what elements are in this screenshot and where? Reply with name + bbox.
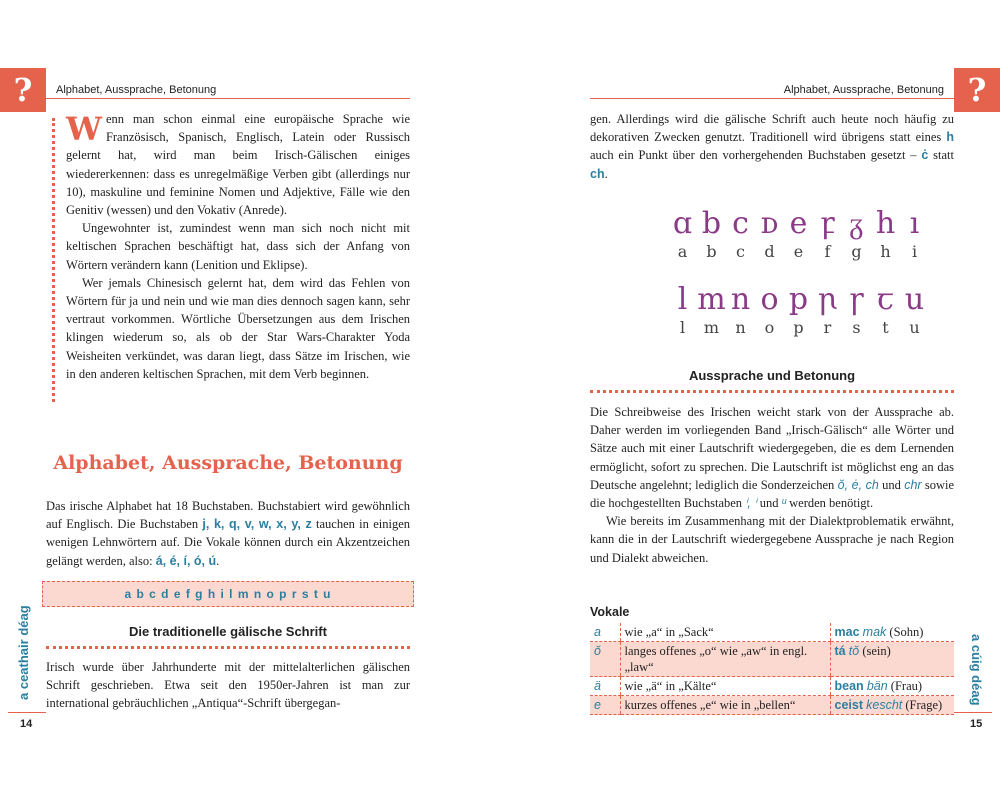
latin-letter: h (880, 242, 891, 261)
vowel-example (830, 696, 954, 715)
accent-vowels: á, é, í, ó, ú (155, 553, 217, 568)
footer-rule (954, 712, 992, 713)
gaelic-letter: n (730, 282, 751, 317)
pronunciation-text (590, 403, 954, 567)
auss-paragraph-2: Wie bereits im Zusammenhang mit der Dialektproblematik erwähnt, kann die in der Lautschrift wiedergegebene Aussprache je nach Region und Dialekt abweichen. (590, 514, 954, 565)
latin-letter: c (736, 242, 745, 261)
vowel-description: wie „ä“ in „Kälte“ (620, 677, 830, 696)
latin-letter: b (706, 242, 717, 261)
vowel-example (830, 642, 954, 677)
vowels-table (590, 623, 954, 715)
cont-text-2: auch ein Punkt über den vorhergehenden Buchstaben gesetzt – (590, 148, 922, 163)
example-pronunciation: mak (862, 625, 887, 639)
latin-letter: s (852, 318, 861, 337)
alphabet-text-2: tauchen in einigen wenigen Lehnwörtern auf. Die Vokale können durch ein Akzentzeichen gelängt werden, also: (46, 517, 410, 568)
auss-text-3: sowie die hochgestellten Buchstaben (590, 477, 955, 511)
gaelic-letter: ꞇ (877, 282, 894, 317)
cont-text-4: . (604, 166, 608, 181)
gaelic-letter: c (732, 206, 749, 241)
dotted-rule (590, 390, 954, 393)
gaelic-letter: ᴅ (760, 206, 779, 241)
vowel-symbol: ŏ (590, 642, 620, 677)
cont-text-3: statt (928, 148, 954, 163)
latin-letter: i (911, 242, 918, 261)
gaelic-letter: ᵹ (849, 206, 864, 241)
latin-letter: f (824, 242, 831, 261)
gaelic-letter: ꝼ (820, 206, 835, 241)
running-head-left: Alphabet, Aussprache, Betonung (56, 84, 217, 96)
latin-letter: n (735, 318, 746, 337)
example-gloss: (Frau) (887, 679, 923, 693)
example-pronunciation: kescht (866, 698, 903, 712)
continued-text (590, 110, 954, 183)
latin-row-2 (668, 318, 929, 337)
vowel-symbol: e (590, 696, 620, 715)
latin-row-1 (668, 242, 929, 261)
table-row (590, 642, 954, 677)
table-row (590, 677, 954, 696)
latin-letter: e (793, 242, 804, 261)
side-page-label: a ceathair déag (16, 605, 31, 700)
latin-letter: a (677, 242, 688, 261)
letters-ch: ch (590, 166, 605, 181)
intro-text (66, 110, 410, 383)
auss-text-5: werden benötigt. (786, 496, 874, 511)
auss-text-4: und (756, 496, 782, 511)
running-head-right: Alphabet, Aussprache, Betonung (783, 84, 944, 96)
latin-letter: d (764, 242, 775, 261)
vowel-example (830, 677, 954, 696)
latin-letter: r (823, 318, 832, 337)
vowels-heading: Vokale (590, 605, 630, 619)
page-number: 15 (970, 718, 983, 730)
special-chars-3: ⁱ, ⁱ (745, 496, 757, 511)
pronunciation-heading: Aussprache und Betonung (688, 368, 856, 383)
cont-text-1: gen. Allerdings wird die gälische Schrift auch heute noch häufig zu dekorativen Zwecken genutzt. Traditionell wird übrigens statt eines (590, 112, 954, 145)
alphabet-text-1: Das irische Alphabet hat 18 Buchstaben. Buchstabiert wird gewöhnlich auf Englisch. Die Buchstaben (46, 499, 410, 532)
gaelic-letter: p (788, 282, 809, 317)
latin-letter: m (703, 318, 720, 337)
example-word: bean (834, 679, 864, 693)
gaelic-letter: b (701, 206, 722, 241)
gaelic-script-row-1 (668, 206, 929, 241)
vowel-description: wie „a“ in „Sack“ (620, 623, 830, 642)
vowel-description: kurzes offenes „e“ wie in „bellen“ (620, 696, 830, 715)
header-rule (590, 98, 954, 99)
section-heading: Alphabet, Aussprache, Betonung (53, 452, 403, 474)
gaelic-letter: ı (909, 206, 920, 241)
footer-rule (8, 712, 46, 713)
example-gloss: (Frage) (902, 698, 943, 712)
latin-letter: l (679, 318, 686, 337)
gaelic-letter: ꞃ (817, 282, 838, 317)
table-row (590, 623, 954, 642)
auss-text-1: Die Schreibweise des Irischen weicht stark von der Aussprache ab. Daher werden im vorliegenden Band „Irisch-Gälisch“ alle Wörter und Sätze auch mit einer Lautschrift wiedergegeben, die es dem Lernenden ermöglicht, sofort zu sprechen. Die Lautschrift ist möglichst eng an das Deutsche angelehnt; lediglich die Sonderzeichen (590, 405, 954, 492)
example-pronunciation: tŏ (848, 644, 860, 658)
page-number: 14 (20, 718, 33, 730)
loan-letters: j, k, q, v, w, x, y, z (202, 517, 312, 532)
example-pronunciation: bän (866, 679, 888, 693)
latin-letter: p (793, 318, 804, 337)
vowel-symbol: ä (590, 677, 620, 696)
latin-letter: t (882, 318, 889, 337)
example-word: mac (834, 625, 860, 639)
traditional-script-heading: Die traditionelle gälische Schrift (129, 624, 327, 639)
vowel-symbol: a (590, 623, 620, 642)
intro-paragraph-1: enn man schon einmal eine europäische Sprache wie Französisch, Spanisch, Englisch, Latein oder Russisch gelernt hat, wird man beim Irisch-Gälischen einiges wiedererkennen: dass es unregelmäßige Verben gibt (allerdings nur 10), maskuline und feminine Nomen und Adjektive, Fälle wie den Genitiv (wessen) und den Vokativ (Anrede). (66, 112, 410, 218)
dotted-margin-rule (52, 118, 55, 402)
example-word: ceist (834, 698, 863, 712)
latin-letter: u (909, 318, 920, 337)
table-row (590, 696, 954, 715)
question-mark-icon: ? (954, 68, 1000, 112)
special-chars-1: ŏ, ė, ch (837, 477, 879, 492)
latin-letter: g (851, 242, 862, 261)
vowel-example (830, 623, 954, 642)
special-chars-2: chr (904, 477, 922, 492)
auss-text-2: und (878, 477, 905, 492)
intro-paragraph-3: Wer jemals Chinesisch gelernt hat, dem wird das Fehlen von Wörtern für ja und nein und wie man dies dennoch sagen kann, sehr vertraut vorkommen. Wörtliche Übersetzungen aus dem Irischen klingen wiederum so, als ob der Star Wars-Charakter Yoda Weisheiten verkündet, was daran liegt, dass Sätze im Irischen, wie in den anderen keltischen Sprachen, mit dem Verb beginnen. (66, 275, 410, 381)
gaelic-letter: o (760, 282, 779, 317)
example-word: tá (834, 644, 846, 658)
traditional-script-paragraph: Irisch wurde über Jahrhunderte mit der mittelalterlichen gälischen Schrift geschrieben. Etwa seit den 1950er-Jahren ist man zur international gebräuchlichen „Antiqua“-Schrift übergegan- (46, 660, 410, 711)
intro-paragraph-2: Ungewohnter ist, zumindest wenn man sich noch nicht mit keltischen Sprachen beschäftigt hat, dass sich der Anfang von Wörtern verändern kann (Lenition und Eklipse). (66, 221, 410, 272)
gaelic-letter: e (789, 206, 808, 241)
gaelic-letter: l (677, 282, 688, 317)
alphabet-box: a b c d e f g h i l m n o p r s t u (42, 581, 414, 607)
gaelic-letter: m (697, 282, 726, 317)
example-gloss: (sein) (859, 644, 891, 658)
special-chars-4: ᵘ (781, 496, 787, 511)
gaelic-letter: ɑ (672, 206, 693, 241)
latin-letter: o (764, 318, 775, 337)
gaelic-letter: h (875, 206, 896, 241)
question-mark-icon: ? (0, 68, 46, 112)
example-gloss: (Sohn) (886, 625, 924, 639)
dotted-rule (46, 646, 410, 649)
letter-h: h (946, 130, 954, 145)
header-rule (46, 98, 410, 99)
side-page-label: a cúig déag (969, 634, 984, 706)
vowel-description: langes offenes „o“ wie „aw“ in engl. „law“ (620, 642, 830, 677)
letter-c-dot: ċ (921, 148, 929, 163)
alphabet-paragraph (46, 497, 410, 570)
gaelic-letter: ꞅ (849, 282, 864, 317)
drop-cap: W (66, 110, 102, 148)
gaelic-script-row-2 (668, 282, 929, 317)
gaelic-letter: u (904, 282, 925, 317)
alphabet-text-3: . (216, 553, 220, 568)
traditional-script-text (46, 658, 410, 713)
